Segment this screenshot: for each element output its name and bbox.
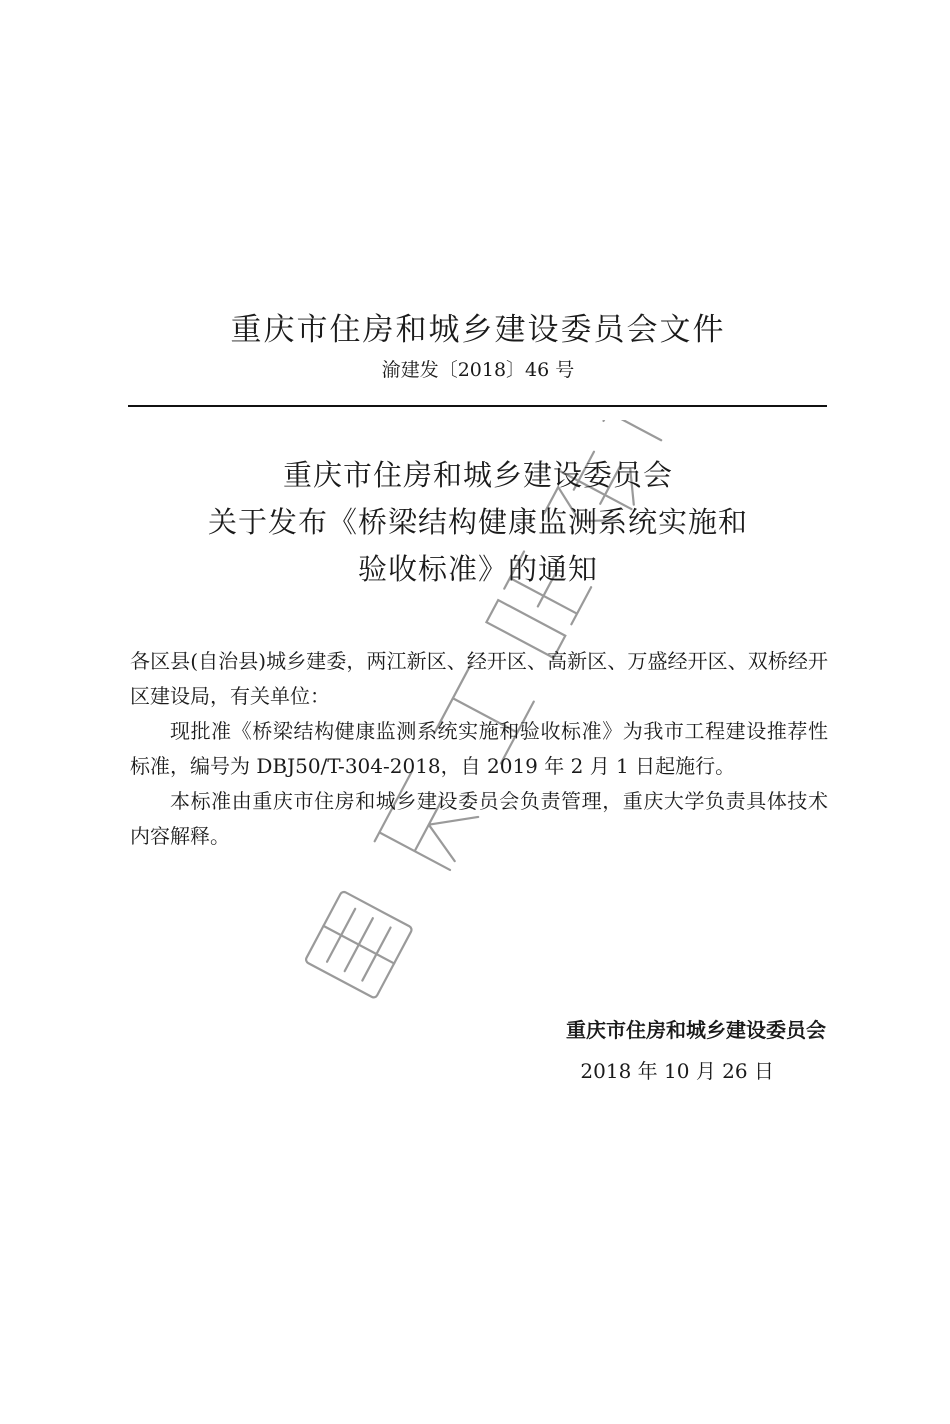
notice-title-line: 验收标准》的通知 [357, 552, 598, 586]
document-number: 渝建发〔2018〕46 号 [381, 359, 575, 381]
notice-body [130, 644, 828, 854]
notice-title-line: 重庆市住房和城乡建设委员会 [282, 458, 673, 492]
signature-date: 2018 年 10 月 26 日 [580, 1059, 774, 1083]
body-paragraph: 本标准由重庆市住房和城乡建设委员会负责管理，重庆大学负责具体技术内容解释。 [130, 789, 828, 848]
header-divider [128, 405, 827, 407]
notice-title-line: 关于发布《桥梁结构健康监测系统实施和 [207, 505, 748, 539]
body-paragraph: 现批准《桥梁结构健康监测系统实施和验收标准》为我市工程建设推荐性标准，编号为 DBJ50/T-304-2018，自 2019 年 2 月 1 日起施行。 [130, 719, 828, 778]
notice-title [130, 452, 826, 593]
signature-organization: 重庆市住房和城乡建设委员会 [566, 1018, 826, 1042]
addressee-paragraph: 各区县(自治县)城乡建委，两江新区、经开区、高新区、万盛经开区、双桥经开区建设局，有关单位： [130, 649, 828, 708]
document-header-title: 重庆市住房和城乡建设委员会文件 [230, 312, 726, 348]
